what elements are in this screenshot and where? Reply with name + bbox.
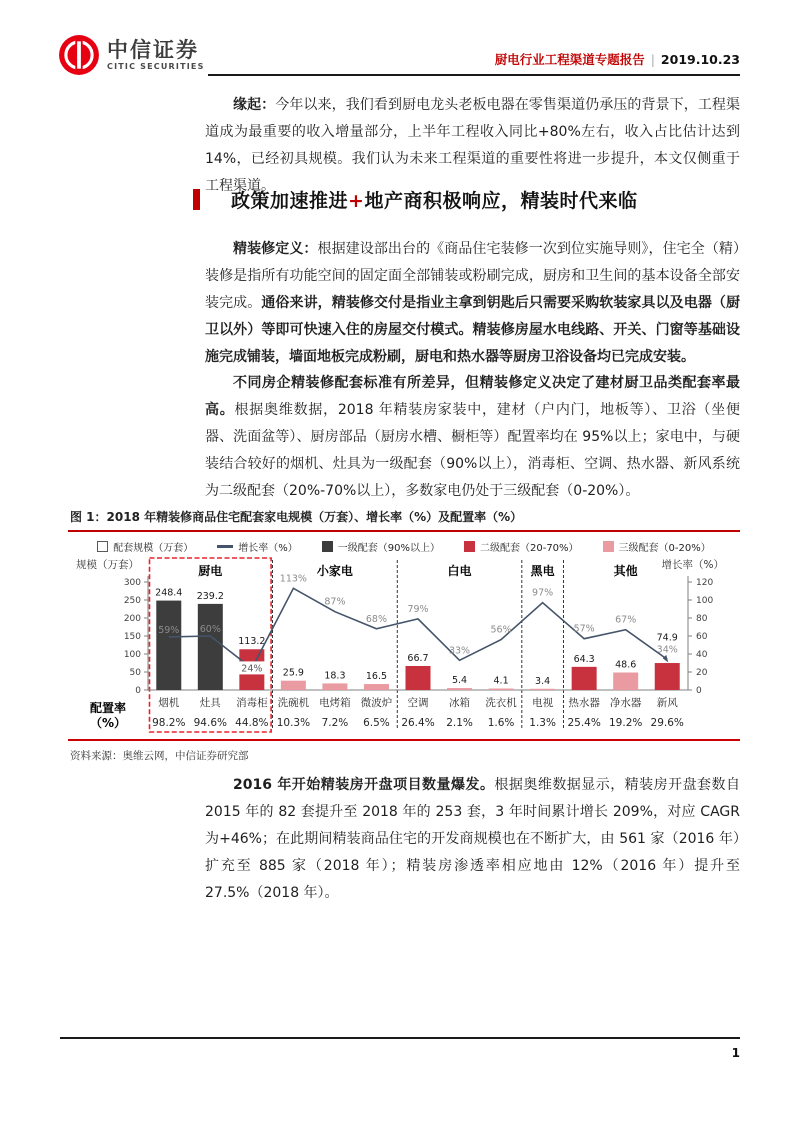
figure-chart	[68, 556, 740, 736]
right-axis-tick: 20	[696, 668, 708, 678]
right-axis-tick: 0	[696, 686, 702, 696]
config-rate-axis-label: 配置率	[89, 701, 127, 715]
bar-value-label: 64.3	[573, 653, 595, 665]
config-rate-value: 19.2%	[609, 717, 643, 729]
figure-title: 图 1：2018 年精装修商品住宅配套家电规模（万套）、增长率（%）及配置率（%）	[68, 508, 740, 532]
config-rate-value: 29.6%	[650, 717, 684, 729]
bar-value-label: 113.2	[238, 636, 266, 648]
growth-label: 60%	[199, 624, 221, 635]
header-separator: |	[650, 52, 655, 67]
right-axis-tick: 120	[696, 578, 714, 588]
config-rate-value: 26.4%	[401, 717, 435, 729]
right-axis-title: 增长率（%）	[661, 559, 724, 571]
category-label: 洗碗机	[277, 697, 310, 709]
config-rate-value: 10.3%	[276, 717, 311, 729]
group-label: 白电	[447, 564, 472, 578]
legend-item-growth: 增长率（%）	[217, 539, 298, 554]
category-label: 冰箱	[449, 697, 471, 709]
growth-label: 113%	[279, 573, 307, 585]
bar-电烤箱	[322, 683, 347, 690]
bar-洗碗机	[281, 681, 306, 690]
bar-value-label: 248.4	[155, 587, 183, 599]
left-axis-tick: 300	[123, 578, 141, 588]
bar-冰箱	[447, 688, 472, 690]
bar-value-label: 3.4	[535, 675, 551, 687]
bar-value-label: 239.2	[196, 590, 224, 602]
bar-value-label: 4.1	[493, 675, 509, 687]
category-label: 空调	[407, 697, 429, 709]
config-rate-value: 2.1%	[446, 717, 473, 729]
legend-red-square-icon	[464, 541, 475, 552]
bar-value-label: 66.7	[407, 652, 429, 664]
figure-bottom-rule	[68, 739, 740, 741]
bar-value-label: 16.5	[365, 671, 388, 683]
header-rule	[208, 74, 740, 76]
config-rate-value: 98.2%	[152, 717, 186, 729]
group-label: 厨电	[198, 564, 223, 578]
config-rate-value: 7.2%	[321, 717, 349, 729]
bar-洗衣机	[489, 689, 514, 690]
category-label: 消毒柜	[236, 697, 268, 709]
section-heading-title: 政策加速推进+地产商积极响应，精装时代来临	[231, 190, 638, 212]
legend-item-tier2: 二级配套（20-70%）	[464, 539, 579, 554]
figure-1	[68, 508, 740, 763]
logo-cn-text: 中信证券	[107, 37, 199, 63]
bar-value-label: 25.9	[282, 667, 304, 679]
left-axis-tick: 100	[123, 650, 141, 660]
growth-label: 56%	[490, 624, 512, 636]
growth-label: 67%	[615, 614, 637, 626]
config-rate-value: 1.6%	[487, 717, 515, 729]
category-label: 洗衣机	[485, 697, 517, 709]
citic-logo-text	[107, 39, 205, 70]
category-label: 热水器	[568, 697, 600, 709]
citic-logo	[58, 34, 205, 76]
left-axis-tick: 50	[129, 668, 141, 678]
right-axis-tick: 40	[696, 650, 708, 660]
bar-灶具	[198, 604, 223, 690]
paragraph-definition: 精装修定义：根据建设部出台的《商品住宅装修一次到位实施导则》，住宅全（精）装修是指所有功能空间的固定面全部铺装或粉刷完成，厨房和卫生间的基本设备全部安装完成。通俗来讲，精装修交付是指业主拿到钥匙后只需要采购软装家具以及电器（厨卫以外）等即可快速入住的房屋交付模式。精装修房屋水电线路、开关、门窗等基础设施完成铺装，墙面地板完成粉刷，厨电和热水器等厨房卫浴设备均已完成安装。	[205, 241, 741, 365]
legend-item-tier1: 一级配套（90%以上）	[322, 539, 440, 554]
growth-label: 57%	[573, 623, 595, 635]
bar-净水器	[613, 673, 638, 690]
bar-新风	[655, 663, 680, 690]
group-label: 其他	[613, 564, 638, 578]
config-rate-value: 94.6%	[193, 717, 227, 729]
category-label: 烟机	[158, 697, 180, 709]
category-label: 净水器	[609, 697, 642, 709]
legend-outline-box-icon	[97, 541, 108, 552]
bar-热水器	[572, 667, 597, 690]
paragraph-origin: 缘起：今年以来，我们看到厨电龙头老板电器在零售渠道仍承压的背景下，工程渠道成为最重要的收入增量部分，上半年工程收入同比+80%左右，收入占比估计达到 14%，已经初具规模。我们认为未来工程渠道的重要性将进一步提升，本文仅侧重于工程渠道。	[205, 97, 741, 194]
logo-en-text: CITIC SECURITIES	[107, 61, 205, 71]
figure-source: 资料来源：奥维云网，中信证券研究部	[70, 750, 249, 762]
legend-dark-square-icon	[322, 541, 333, 552]
chart-legend	[68, 539, 740, 554]
config-rate-axis-label-unit: （%）	[89, 716, 127, 730]
section-heading	[193, 186, 637, 213]
group-label: 小家电	[316, 564, 353, 578]
category-label: 新风	[656, 697, 678, 709]
growth-label: 97%	[532, 587, 554, 599]
footer-rule	[60, 1037, 740, 1039]
growth-label: 59%	[158, 624, 180, 636]
section-heading-bar	[193, 189, 200, 210]
category-label: 微波炉	[360, 697, 393, 709]
bar-微波炉	[364, 684, 389, 690]
growth-label: 33%	[448, 645, 471, 657]
growth-label: 87%	[324, 596, 346, 608]
group-label: 黑电	[530, 564, 555, 578]
bar-烟机	[156, 601, 181, 690]
report-title: 厨电行业工程渠道专题报告	[494, 52, 645, 67]
left-axis-tick: 250	[123, 596, 141, 606]
growth-label: 79%	[407, 603, 429, 615]
paragraph-config-tiers: 不同房企精装修配套标准有所差异，但精装修定义决定了建材厨卫品类配套率最高。根据奥维数据，2018 年精装房家装中，建材（户内门，地板等）、卫浴（坐便器、洗面盆等）、厨房部品（厨房水槽、橱柜等）配置率均在 95%以上；家电中，与硬装结合较好的烟机、灶具为一级配套（90%以上），消毒柜、空调、热水器、新风系统为二级配套（20%-70%以上），多数家电仍处于三级配套（0-20%）。	[205, 375, 741, 499]
config-rate-value: 44.8%	[235, 717, 269, 729]
config-rate-value: 1.3%	[529, 717, 556, 729]
category-label: 灶具	[199, 697, 221, 709]
category-label: 电视	[532, 697, 554, 709]
bar-value-label: 74.9	[656, 632, 678, 644]
header-meta	[495, 50, 740, 68]
left-axis-tick: 150	[123, 632, 141, 642]
citic-logo-icon	[58, 34, 100, 76]
bar-value-label: 5.4	[451, 675, 468, 687]
config-rate-value: 6.5%	[363, 717, 390, 729]
page-number: 1	[731, 1046, 740, 1060]
category-label: 电烤箱	[319, 697, 351, 709]
legend-item-tier3: 三级配套（0-20%）	[603, 539, 711, 554]
bar-电视	[530, 689, 555, 690]
legend-pink-square-icon	[603, 541, 614, 552]
paragraph-2016-boom: 2016 年开始精装房开盘项目数量爆发。根据奥维数据显示，精装房开盘套数自 2015 年的 82 套提升至 2018 年的 253 套，3 年时间累计增长 209%，对应 CAGR 为+46%；在此期间精装商品住宅的开发商规模也在不断扩大，由 561 家（2016 年）扩充至 885 家（2018 年）；精装房渗透率相应地由 12%（2016 年）提升至 27.5%（2018 年）。	[205, 777, 740, 901]
report-date: 2019.10.23	[660, 52, 740, 67]
config-rate-value: 25.4%	[567, 717, 601, 729]
left-axis-tick: 0	[135, 686, 141, 696]
right-axis-tick: 80	[696, 614, 708, 624]
growth-label: 24%	[241, 663, 263, 675]
legend-line-icon	[217, 545, 233, 548]
growth-label: 34%	[656, 644, 678, 656]
left-axis-title: 规模（万套）	[76, 559, 139, 571]
left-axis-tick: 200	[123, 614, 141, 624]
right-axis-tick: 100	[696, 596, 714, 606]
bar-空调	[406, 666, 431, 690]
bar-value-label: 18.3	[324, 670, 346, 682]
growth-label: 68%	[365, 613, 388, 625]
right-axis-tick: 60	[696, 632, 708, 642]
legend-item-scale: 配套规模（万套）	[97, 539, 193, 554]
bar-value-label: 48.6	[615, 659, 637, 671]
